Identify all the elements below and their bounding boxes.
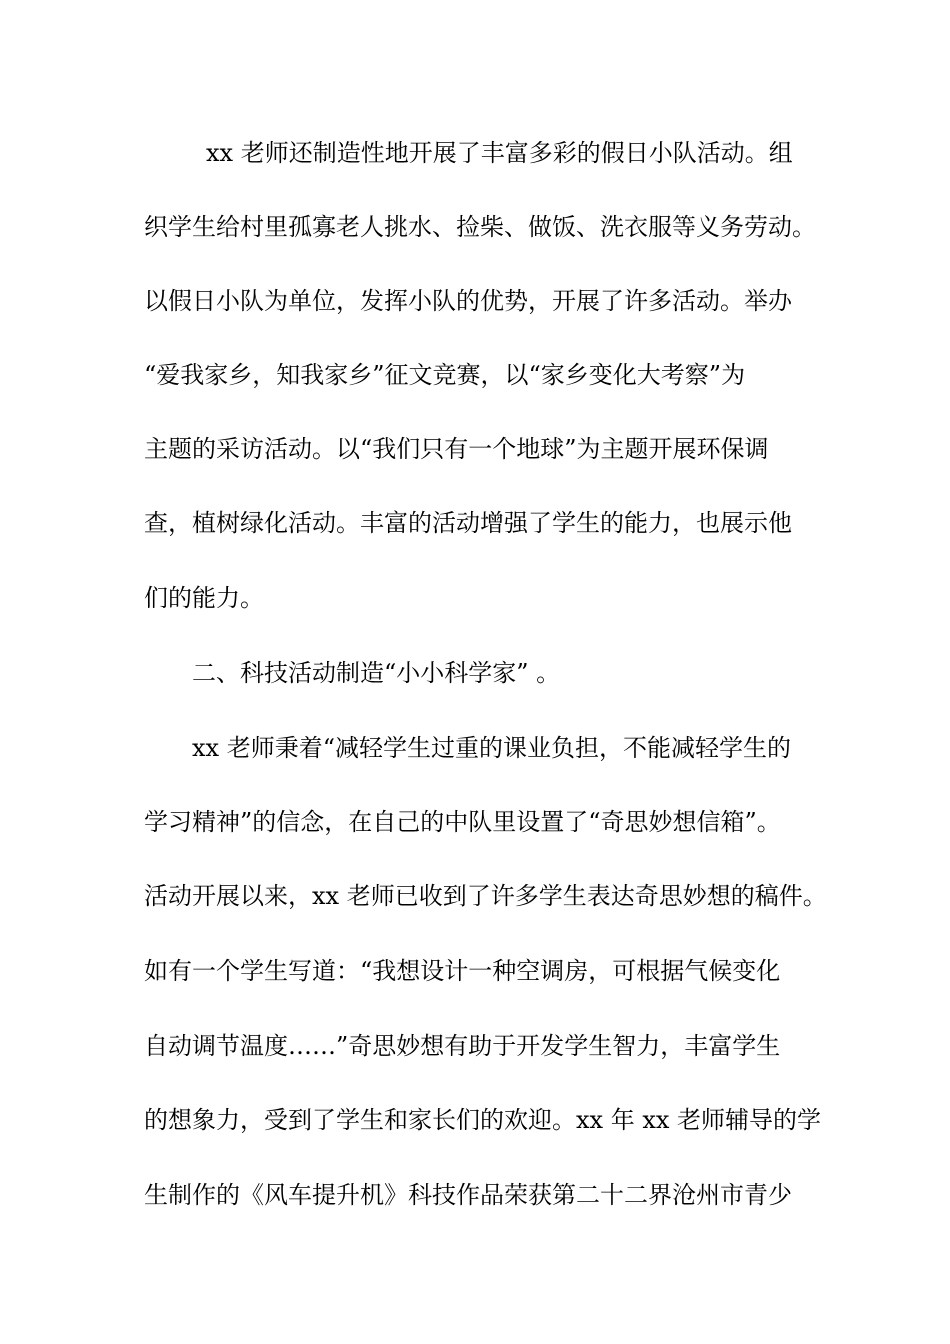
paragraph-line-1: xx 老师还制造性地开展了丰富多彩的假日小队活动。组	[206, 139, 793, 167]
paragraph-line-12: 如有一个学生写道：“我想设计一种空调房，可根据气候变化	[144, 957, 781, 985]
paragraph-line-15: 生制作的《风车提升机》科技作品荣获第二十二界沧州市青少	[144, 1181, 792, 1209]
paragraph-line-9: xx 老师秉着“减轻学生过重的课业负担，不能减轻学生的	[192, 734, 791, 762]
paragraph-line-13: 自动调节温度……”奇思妙想有助于开发学生智力，丰富学生	[144, 1032, 781, 1060]
paragraph-line-11: 活动开展以来，xx 老师已收到了许多学生表达奇思妙想的稿件。	[144, 882, 827, 910]
paragraph-line-2: 织学生给村里孤寡老人挑水、捡柴、做饭、洗衣服等义务劳动。	[144, 213, 816, 241]
section-heading: 二、科技活动制造“小小科学家” 。	[192, 659, 561, 687]
paragraph-line-7: 们的能力。	[144, 584, 264, 612]
paragraph-line-14: 的想象力，受到了学生和家长们的欢迎。xx 年 xx 老师辅导的学	[144, 1106, 822, 1134]
paragraph-line-10: 学习精神”的信念，在自己的中队里设置了“奇思妙想信箱”。	[144, 808, 781, 836]
paragraph-line-4: “爱我家乡，知我家乡”征文竞赛，以“家乡变化大考察”为	[144, 361, 746, 389]
paragraph-line-5: 主题的采访活动。以“我们只有一个地球”为主题开展环保调	[144, 435, 769, 463]
paragraph-line-6: 查，植树绿化活动。丰富的活动增强了学生的能力，也展示他	[144, 509, 792, 537]
paragraph-line-3: 以假日小队为单位，发挥小队的优势，开展了许多活动。举办	[144, 287, 792, 315]
